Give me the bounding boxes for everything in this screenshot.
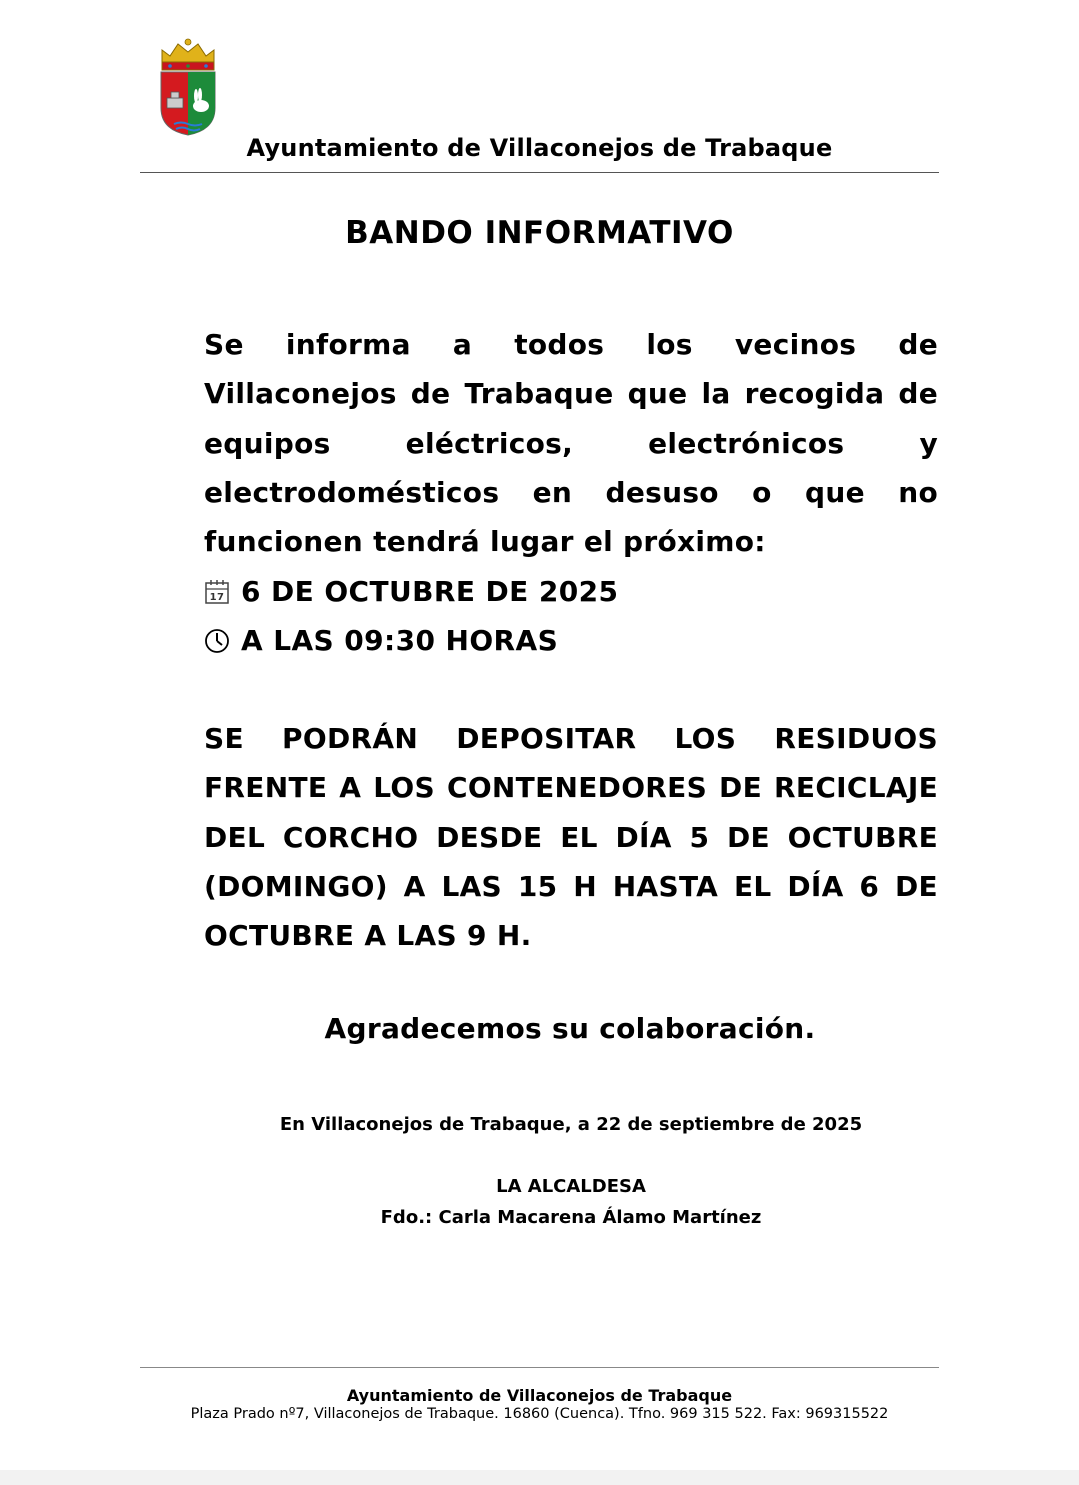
event-date [204,567,618,616]
municipal-coat-of-arms-icon [156,38,220,138]
svg-text:17: 17 [209,591,225,603]
clock-icon [204,628,230,654]
footer-address: Plaza Prado nº7, Villaconejos de Trabaque. 16860 (Cuenca). Tfno. 969 315 522. Fax: 969315522 [190,1406,889,1422]
document-title: BANDO INFORMATIVO [345,215,734,251]
event-time [204,616,558,665]
event-date-text: 6 DE OCTUBRE DE 2025 [241,575,619,608]
signer-name: Fdo.: Carla Macarena Álamo Martínez [380,1207,762,1228]
footer-divider [140,1367,939,1368]
deposit-paragraph: SE PODRÁN DEPOSITAR LOS RESIDUOS FRENTE A LOS CONTENEDORES DE RECICLAJE DEL CORCHO DESDE EL DÍA 5 DE OCTUBRE (DOMINGO) A LAS 15 H HASTA EL DÍA 6 DE OCTUBRE A LAS 9 H. [204,722,938,953]
header-divider [140,172,939,173]
thanks-line: Agradecemos su colaboración. [324,1012,816,1045]
event-time-text: A LAS 09:30 HORAS [241,624,559,657]
signer-role: LA ALCALDESA [496,1176,646,1197]
place-date: En Villaconejos de Trabaque, a 22 de septiembre de 2025 [279,1114,863,1135]
calendar-icon [204,579,230,605]
municipality-header: Ayuntamiento de Villaconejos de Trabaque [246,134,833,162]
announcement-paragraph: Se informa a todos los vecinos de Villaconejos de Trabaque que la recogida de equipos eléctricos, electrónicos y electrodomésticos en desuso o que no funcionen tendrá lugar el próximo: [204,328,938,559]
footer-title: Ayuntamiento de Villaconejos de Trabaque [346,1386,733,1405]
